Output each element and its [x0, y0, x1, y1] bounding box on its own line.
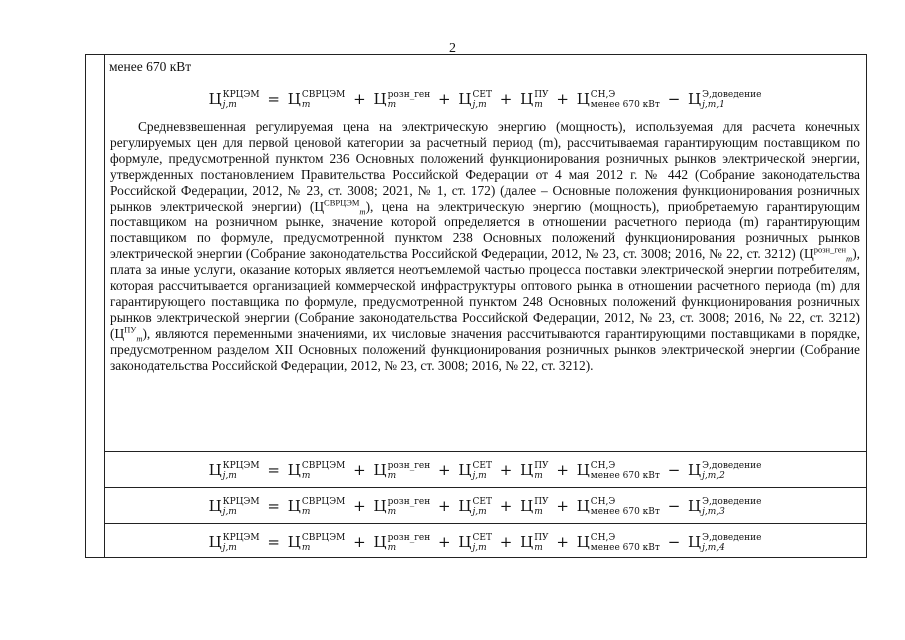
formula-3: Ц КРЦЭМ j,m = Ц СВРЦЭМ m + Ц розн_ген m + Ц СЕТ j,m + Ц ПУ m + Ц СН,Э менее 670 кВт − Ц Э,доведение j,m,3 — [208, 497, 762, 517]
table-cell-formula-3 — [104, 487, 866, 524]
page-number: 2 — [449, 41, 456, 56]
table-cell-main — [104, 55, 866, 451]
body-paragraph: Средневзвешенная регулируемая цена на электрическую энергию (мощность), используемая для расчета конечных регулируемых цен для первой ценовой категории за расчетный период (m), рассчитываемая гарантирующим поставщиком по формуле, предусмотренной пунктом 236 Основных положений функционирования розничных рынков электрической энергии, утвержденных постановлением Правительства Российской Федерации от 4 мая 2012 г. № 442 (Собрание законодательства Российской Федерации, 2012, № 23, ст. 3008; 2021, № 1, ст. 172) (далее – Основные положения функционирования розничных рынков электрической энергии) $(Ц^{СВРЦЭМ}_m)$, цена на электрическую энергию (мощность), приобретаемую гарантирующим поставщиком на розничном рынке, значение которой определяется в отношении расчетного периода (m) гарантирующим поставщиком по формуле, предусмотренной пунктом 238 Основных положений функционирования розничных рынков электрической энергии (Собрание законодательства Российской Федерации, 2012, № 23, ст. 3008; 2016, № 22, ст. 3212) $(Ц^{розн\_ген}_m)$, плата за иные услуги, оказание которых является неотъемлемой частью процесса поставки электрической энергии потребителям, которая рассчитывается организацией коммерческой инфраструктуры оптового рынка в отношении расчетного периода (m) для гарантирующего поставщика по формуле, предусмотренной пунктом 248 Основных положений функционирования розничных рынков электрической энергии (Собрание законодательства Российской Федерации, 2012, № 23, ст. 3008; 2016, № 22, ст. 3212) $(Ц^{ПУ}_m)$, являются переменными значениями, их числовые значения рассчитываются гарантирующими поставщиками в порядке, предусмотренном разделом XII Основных положений функционирования розничных рынков электрической энергии (Собрание законодательства Российской Федерации, 2012, № 23, ст. 3008; 2016, № 22, ст. 3212). — [110, 119, 860, 373]
document-table — [85, 54, 867, 558]
table-cell-formula-4 — [104, 523, 866, 560]
formula-2: Ц КРЦЭМ j,m = Ц СВРЦЭМ m + Ц розн_ген m + Ц СЕТ j,m + Ц ПУ m + Ц СН,Э менее 670 кВт − Ц Э,доведение j,m,2 — [208, 461, 762, 481]
table-cell-formula-2 — [104, 451, 866, 488]
formula-1: Ц КРЦЭМ j,m = Ц СВРЦЭМ m + Ц розн_ген m + Ц СЕТ j,m + Ц ПУ m + Ц СН,Э менее 670 кВт − Ц Э,доведение j,m,1 — [208, 90, 762, 110]
row-label: менее 670 кВт — [109, 59, 192, 74]
formula-4: Ц КРЦЭМ j,m = Ц СВРЦЭМ m + Ц розн_ген m + Ц СЕТ j,m + Ц ПУ m + Ц СН,Э менее 670 кВт − Ц Э,доведение j,m,4 — [208, 533, 762, 553]
